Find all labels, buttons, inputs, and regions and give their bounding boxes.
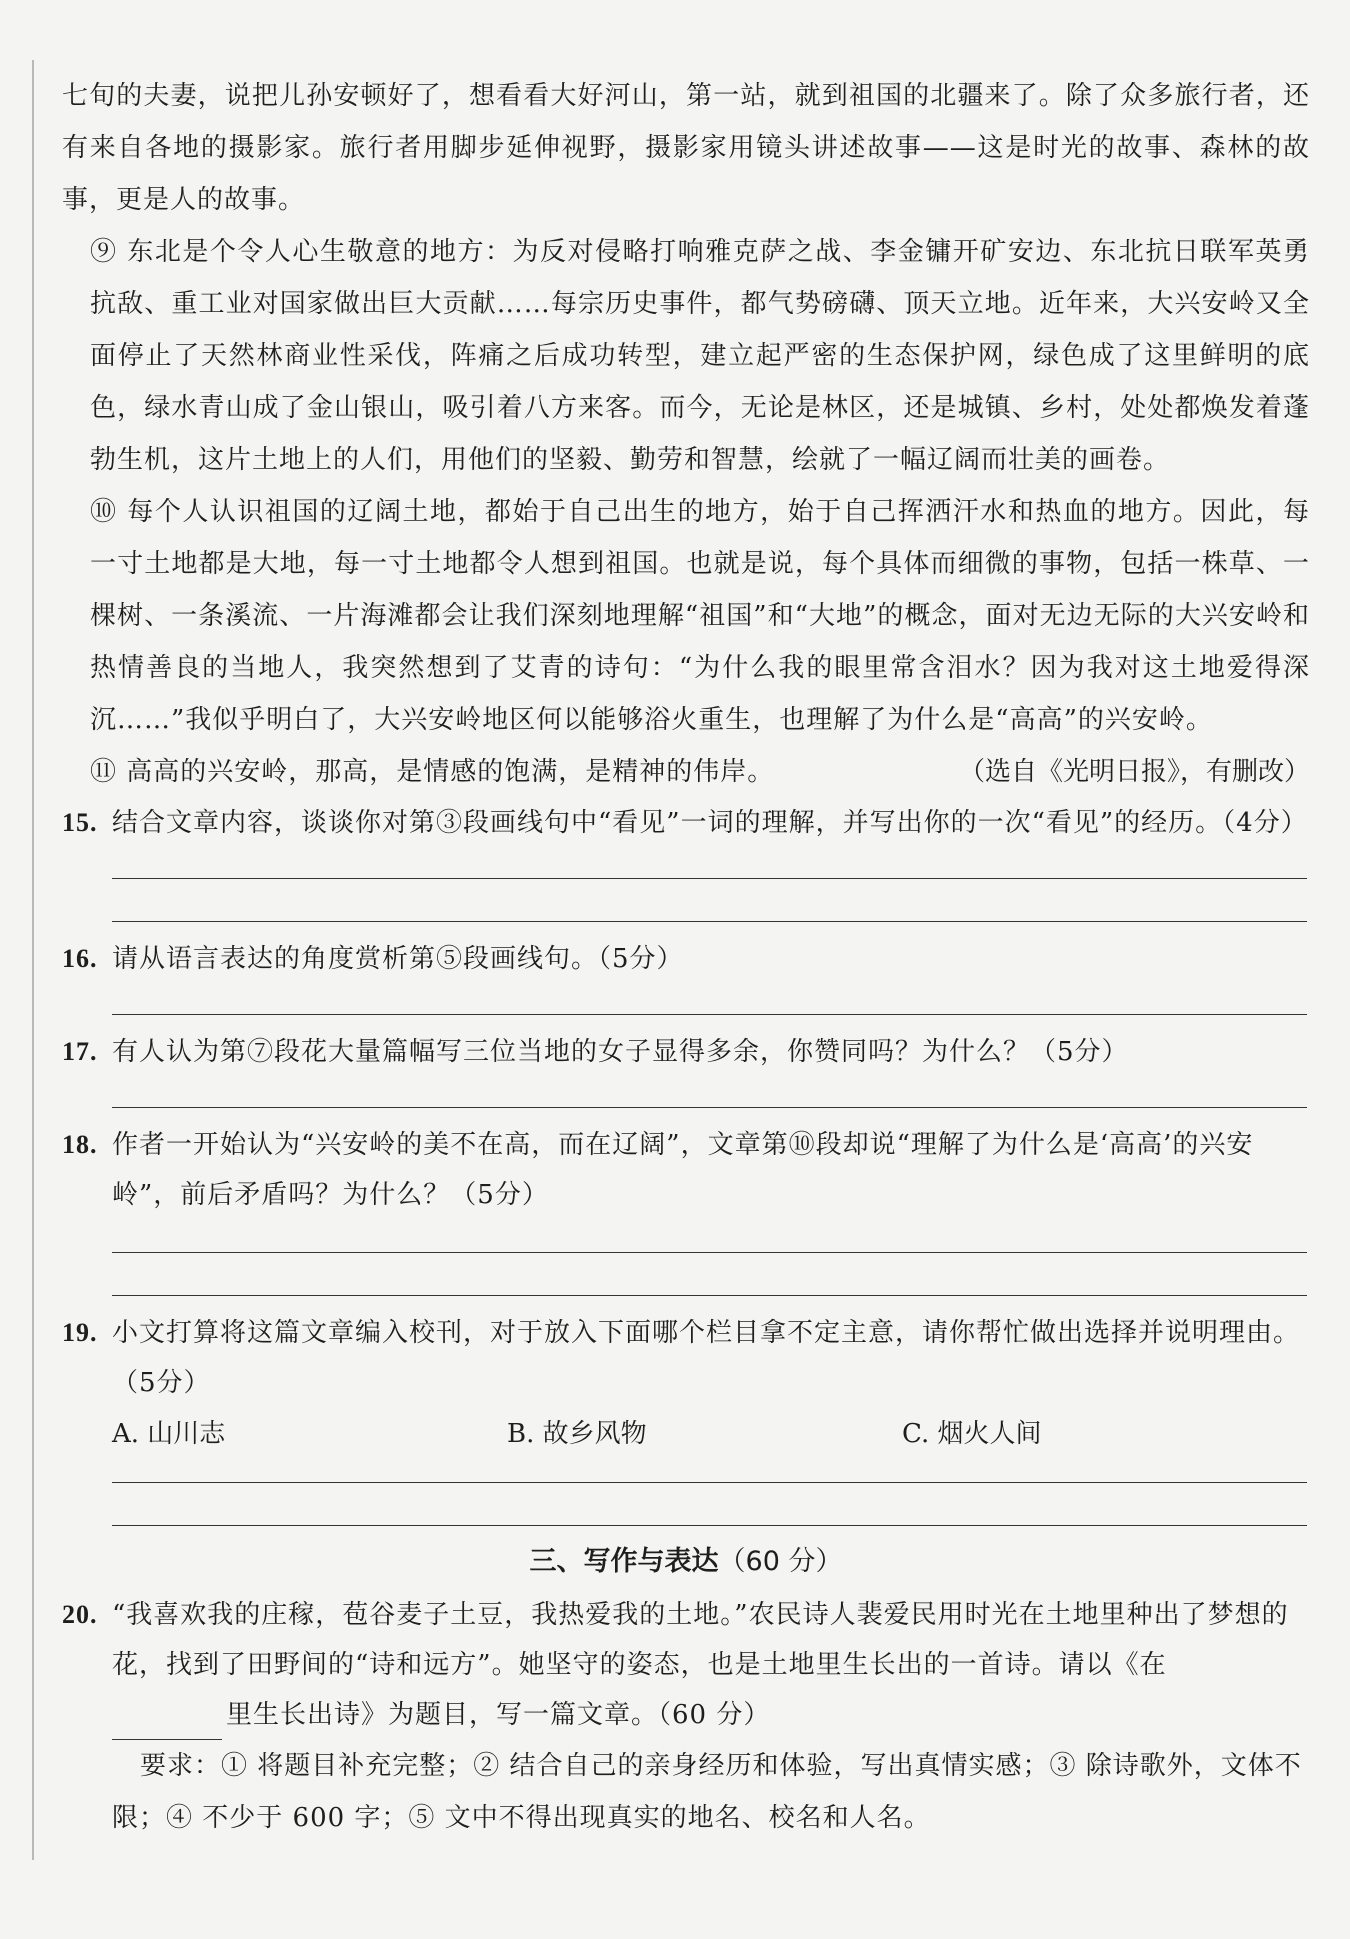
question-number: 20. [62, 1600, 98, 1629]
section-points: （60 分） [718, 1546, 843, 1577]
question-number: 19. [62, 1318, 98, 1347]
option-list [62, 1408, 1310, 1460]
question-text: 小文打算将这篇文章编入校刊，对于放入下面哪个栏目拿不定主意，请你帮忙做出选择并说明理由。（5分） [112, 1318, 1301, 1398]
writing-requirements [62, 1740, 1310, 1844]
passage-paragraph-10: ⑩ 每个人认识祖国的辽阔土地，都始于自己出生的地方，始于自己挥洒汗水和热血的地方。因此，每一寸土地都是大地，每一寸土地都令人想到祖国。也就是说，每个具体而细微的事物，包括一株草、一棵树、一条溪流、一片海滩都会让我们深刻地理解“祖国”和“大地”的概念，面对无边无际的大兴安岭和热情善良的当地人，我突然想到了艾青的诗句：“为什么我的眼里常含泪水？因为我对这土地爱得深沉……”我似乎明白了，大兴安岭地区何以能够浴火重生，也理解了为什么是“高高”的兴安岭。 [90, 497, 1310, 735]
question-17 [62, 1027, 1310, 1077]
requirements-text: 要求：① 将题目补充完整；② 结合自己的亲身经历和体验，写出真情实感；③ 除诗歌外，文体不限；④ 不少于 600 字；⑤ 文中不得出现真实的地名、校名和人名。 [112, 1751, 1302, 1833]
question-text: 请从语言表达的角度赏析第⑤段画线句。（5分） [112, 944, 684, 974]
page-content [62, 70, 1310, 1844]
passage-paragraph-8-continued: 七旬的夫妻，说把儿孙安顿好了，想看看大好河山，第一站，就到祖国的北疆来了。除了众多旅行者，还有来自各地的摄影家。旅行者用脚步延伸视野，摄影家用镜头讲述故事——这是时光的故事、森林的故事，更是人的故事。 [62, 81, 1310, 215]
question-text: 有人认为第⑦段花大量篇幅写三位当地的女子显得多余，你赞同吗？为什么？（5分） [112, 1037, 1129, 1067]
question-18 [62, 1120, 1310, 1220]
passage-paragraph-9: ⑨ 东北是个令人心生敬意的地方：为反对侵略打响雅克萨之战、李金镛开矿安边、东北抗日联军英勇抗敌、重工业对国家做出巨大贡献……每宗历史事件，都气势磅礴、顶天立地。近年来，大兴安岭又全面停止了天然林商业性采伐，阵痛之后成功转型，建立起严密的生态保护网，绿色成了这里鲜明的底色，绿水青山成了金山银山，吸引着八方来客。而今，无论是林区，还是城镇、乡村，处处都焕发着蓬勃生机，这片土地上的人们，用他们的坚毅、勤劳和智慧，绘就了一幅辽阔而壮美的画卷。 [90, 237, 1310, 475]
binding-margin-line [32, 60, 34, 1860]
question-text-part1: “我喜欢我的庄稼，苞谷麦子土豆，我热爱我的土地。”农民诗人裴爱民用时光在土地里种出了梦想的花，找到了田野间的“诗和远方”。她坚守的姿态，也是土地里生长出的一首诗。请以《在 [112, 1600, 1289, 1680]
question-19 [62, 1308, 1310, 1408]
option-a[interactable]: A. 山川志 [112, 1419, 226, 1449]
question-text: 结合文章内容，谈谈你对第③段画线句中“看见”一词的理解，并写出你的一次“看见”的经历。（4分） [112, 808, 1308, 838]
option-c[interactable]: C. 烟火人间 [902, 1419, 1042, 1449]
question-number: 15. [62, 808, 98, 837]
answer-line[interactable] [112, 1525, 1307, 1526]
section-title [62, 1534, 1310, 1590]
question-15 [62, 798, 1310, 848]
section-title-text: 三、写作与表达 [529, 1546, 719, 1577]
question-number: 16. [62, 944, 98, 973]
question-text-part2: 里生长出诗》为题目，写一篇文章。（60 分） [226, 1700, 771, 1730]
question-number: 18. [62, 1130, 98, 1159]
question-number: 17. [62, 1037, 98, 1066]
question-text: 作者一开始认为“兴安岭的美不在高，而在辽阔”，文章第⑩段却说“理解了为什么是‘高高’的兴安岭”，前后矛盾吗？为什么？（5分） [112, 1130, 1254, 1210]
question-16 [62, 934, 1310, 984]
passage-paragraph-11 [62, 746, 1310, 798]
title-blank[interactable] [112, 1705, 222, 1740]
paragraph-11-text: ⑪ 高高的兴安岭，那高，是情感的饱满，是精神的伟岸。 [90, 757, 775, 787]
source-citation: （选自《光明日报》，有删改） [958, 757, 1310, 787]
question-20 [62, 1590, 1310, 1740]
option-b[interactable]: B. 故乡风物 [507, 1419, 647, 1449]
